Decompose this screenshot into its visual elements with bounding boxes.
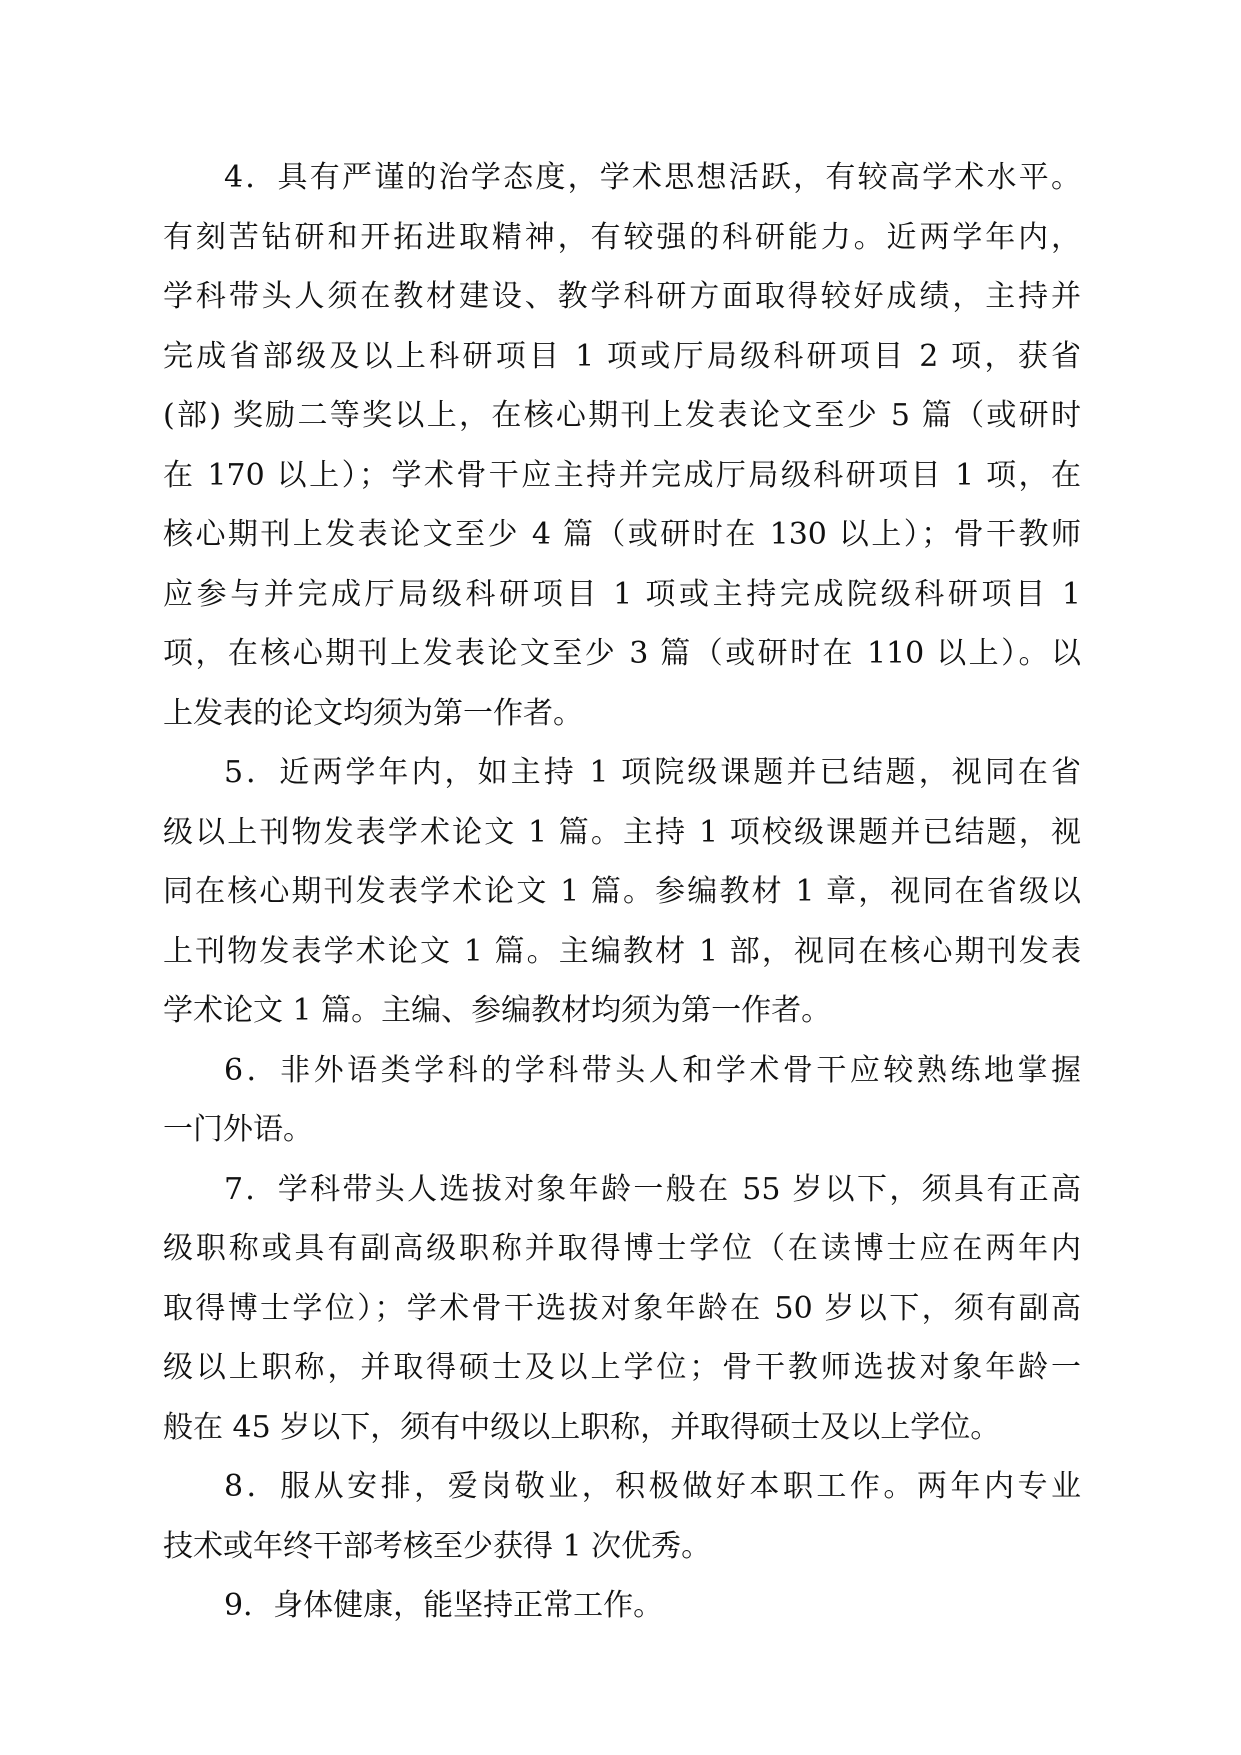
text-line: 上刊物发表学术论文 1 篇。主编教材 1 部，视同在核心期刊发表 <box>163 933 1081 969</box>
text-line: 5．近两学年内，如主持 1 项院级课题并已结题，视同在省 <box>224 755 1081 790</box>
text-line: 项，在核心期刊上发表论文至少 3 篇（或研时在 110 以上）。以 <box>163 636 1081 671</box>
paragraph-item-4 <box>163 148 1081 743</box>
text-line: 7．学科带头人选拔对象年龄一般在 55 岁以下，须具有正高 <box>224 1171 1081 1207</box>
paragraph-item-7 <box>163 1160 1081 1458</box>
text-line: 级以上职称，并取得硕士及以上学位；骨干教师选拔对象年龄一 <box>163 1350 1081 1385</box>
text-line: 有刻苦钻研和开拓进取精神，有较强的科研能力。近两学年内， <box>163 219 1081 255</box>
text-line: 上发表的论文均须为第一作者。 <box>163 695 583 731</box>
text-line: (部) 奖励二等奖以上，在核心期刊上发表论文至少 5 篇（或研时 <box>163 398 1081 433</box>
paragraph-item-5 <box>163 743 1081 1041</box>
text-line: 同在核心期刊发表学术论文 1 篇。参编教材 1 章，视同在省级以 <box>163 874 1081 909</box>
text-line: 8．服从安排，爱岗敬业，积极做好本职工作。两年内专业 <box>224 1469 1081 1504</box>
text-line: 在 170 以上）；学术骨干应主持并完成厅局级科研项目 1 项，在 <box>163 457 1081 493</box>
text-line: 级以上刊物发表学术论文 1 篇。主持 1 项校级课题并已结题，视 <box>163 814 1081 850</box>
text-line: 应参与并完成厅局级科研项目 1 项或主持完成院级科研项目 1 <box>163 576 1081 612</box>
paragraph-item-6 <box>163 1041 1081 1160</box>
text-line: 6．非外语类学科的学科带头人和学术骨干应较熟练地掌握 <box>224 1052 1081 1088</box>
paragraph-item-9 <box>163 1576 1081 1636</box>
text-line: 9．身体健康，能坚持正常工作。 <box>224 1588 664 1623</box>
document-body <box>163 148 1081 1636</box>
text-line: 核心期刊上发表论文至少 4 篇（或研时在 130 以上）；骨干教师 <box>163 517 1081 552</box>
text-line: 般在 45 岁以下，须有中级以上职称，并取得硕士及以上学位。 <box>163 1409 1001 1445</box>
text-line: 4．具有严谨的治学态度，学术思想活跃，有较高学术水平。 <box>224 160 1081 195</box>
text-line: 技术或年终干部考核至少获得 1 次优秀。 <box>163 1528 712 1564</box>
text-line: 取得博士学位）；学术骨干选拔对象年龄在 50 岁以下，须有副高 <box>163 1290 1081 1326</box>
text-line: 级职称或具有副高级职称并取得博士学位（在读博士应在两年内 <box>163 1231 1081 1266</box>
text-line: 学术论文 1 篇。主编、参编教材均须为第一作者。 <box>163 993 832 1028</box>
text-line: 完成省部级及以上科研项目 1 项或厅局级科研项目 2 项，获省 <box>163 338 1081 374</box>
text-line: 一门外语。 <box>163 1112 313 1147</box>
text-line: 学科带头人须在教材建设、教学科研方面取得较好成绩，主持并 <box>163 279 1081 314</box>
paragraph-item-8 <box>163 1457 1081 1576</box>
